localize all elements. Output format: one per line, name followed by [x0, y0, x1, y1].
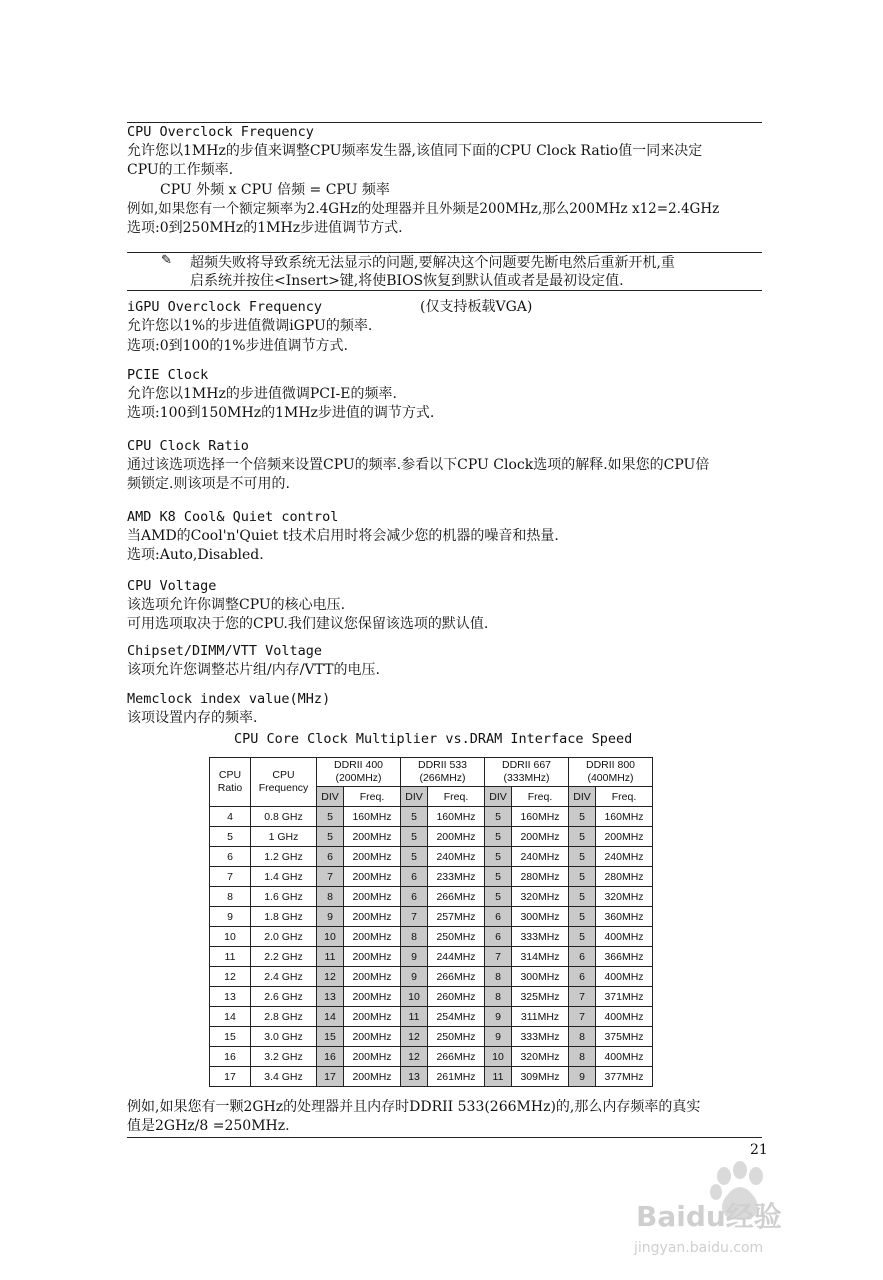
- cell-mem-freq: 200MHz: [344, 987, 401, 1007]
- cell-mem-freq: 240MHz: [596, 847, 653, 867]
- header-ddr2-800: DDRII 800 (400MHz): [569, 758, 653, 787]
- cell-div: 13: [317, 987, 344, 1007]
- cell-mem-freq: 325MHz: [512, 987, 569, 1007]
- cell-ratio: 6: [210, 847, 251, 867]
- cell-div: 7: [569, 1007, 596, 1027]
- cell-div: 5: [485, 807, 512, 827]
- cell-mem-freq: 400MHz: [596, 1007, 653, 1027]
- cell-cpu-frequency: 1 GHz: [251, 827, 317, 847]
- cell-div: 10: [485, 1047, 512, 1067]
- chipset-line1: 该项允许您调整芯片组/内存/VTT的电压.: [127, 662, 380, 678]
- bottom-rule: [127, 1137, 762, 1138]
- cell-mem-freq: 400MHz: [596, 967, 653, 987]
- cell-mem-freq: 200MHz: [344, 847, 401, 867]
- cell-cpu-frequency: 2.4 GHz: [251, 967, 317, 987]
- header-cpu-ratio: CPU Ratio: [210, 758, 251, 807]
- igpu-title: iGPU Overclock Frequency: [127, 299, 323, 315]
- cell-mem-freq: 200MHz: [428, 827, 485, 847]
- table-row: [210, 1067, 653, 1087]
- cell-ratio: 5: [210, 827, 251, 847]
- cell-div: 9: [401, 967, 428, 987]
- cell-div: 5: [485, 827, 512, 847]
- cell-div: 8: [485, 987, 512, 1007]
- vcore-line2: 可用选项取决于您的CPU.我们建议您保留该选项的默认值.: [127, 616, 489, 632]
- memclk-line1: 该项设置内存的频率.: [127, 710, 258, 726]
- cell-ratio: 4: [210, 807, 251, 827]
- table-row: [210, 1027, 653, 1047]
- table-row: [210, 967, 653, 987]
- table-row: [210, 907, 653, 927]
- cell-div: 8: [401, 927, 428, 947]
- cell-mem-freq: 200MHz: [344, 887, 401, 907]
- cell-mem-freq: 320MHz: [512, 1047, 569, 1067]
- vcore-line1: 该选项允许你调整CPU的核心电压.: [127, 597, 346, 613]
- note-line1: 超频失败将导致系统无法显示的问题,要解决这个问题要先断电然后重新开机,重: [190, 255, 675, 271]
- watermark-url: jingyan.baidu.com: [634, 1240, 764, 1256]
- cell-mem-freq: 366MHz: [596, 947, 653, 967]
- cell-cpu-frequency: 0.8 GHz: [251, 807, 317, 827]
- cell-cpu-frequency: 3.2 GHz: [251, 1047, 317, 1067]
- cell-mem-freq: 400MHz: [596, 927, 653, 947]
- cell-div: 6: [569, 967, 596, 987]
- cell-mem-freq: 244MHz: [428, 947, 485, 967]
- cell-mem-freq: 371MHz: [596, 987, 653, 1007]
- cell-mem-freq: 160MHz: [512, 807, 569, 827]
- cell-div: 10: [317, 927, 344, 947]
- cell-mem-freq: 160MHz: [596, 807, 653, 827]
- cell-div: 6: [569, 947, 596, 967]
- cell-mem-freq: 333MHz: [512, 927, 569, 947]
- cell-div: 5: [401, 847, 428, 867]
- cpu-oc-line3: 例如,如果您有一个额定频率为2.4GHz的处理器并且外频是200MHz,那么200MHz x12=2.4GHz: [127, 201, 720, 217]
- cell-div: 16: [317, 1047, 344, 1067]
- cell-div: 12: [401, 1047, 428, 1067]
- cell-div: 5: [569, 907, 596, 927]
- cpu-oc-line2: CPU的工作频率.: [127, 162, 234, 178]
- cell-div: 8: [485, 967, 512, 987]
- cell-div: 5: [569, 887, 596, 907]
- cell-mem-freq: 309MHz: [512, 1067, 569, 1087]
- cell-div: 7: [401, 907, 428, 927]
- cell-mem-freq: 200MHz: [344, 907, 401, 927]
- cell-mem-freq: 200MHz: [344, 827, 401, 847]
- pcie-line2: 选项:100到150MHz的1MHz步进值的调节方式.: [127, 405, 435, 421]
- cell-mem-freq: 400MHz: [596, 1047, 653, 1067]
- cell-mem-freq: 240MHz: [512, 847, 569, 867]
- cell-mem-freq: 160MHz: [344, 807, 401, 827]
- cell-mem-freq: 360MHz: [596, 907, 653, 927]
- cell-div: 5: [401, 827, 428, 847]
- cell-mem-freq: 200MHz: [344, 1067, 401, 1087]
- cell-div: 8: [317, 887, 344, 907]
- header-ddr2-667: DDRII 667 (333MHz): [485, 758, 569, 787]
- cell-div: 5: [401, 807, 428, 827]
- cell-div: 5: [485, 867, 512, 887]
- table-row: [210, 807, 653, 827]
- cell-div: 7: [317, 867, 344, 887]
- freq-header: Freq.: [428, 787, 485, 807]
- cell-div: 11: [485, 1067, 512, 1087]
- cell-div: 11: [317, 947, 344, 967]
- vcore-title: CPU Voltage: [127, 578, 217, 594]
- header-cpu-frequency: CPU Frequency: [251, 758, 317, 807]
- cell-cpu-frequency: 3.0 GHz: [251, 1027, 317, 1047]
- pcie-title: PCIE Clock: [127, 367, 209, 383]
- cell-ratio: 15: [210, 1027, 251, 1047]
- cq-line1: 当AMD的Cool'n'Quiet t技术启用时将会减少您的机器的噪音和热量.: [127, 528, 559, 544]
- cell-div: 5: [317, 807, 344, 827]
- cell-mem-freq: 200MHz: [344, 927, 401, 947]
- ratio-line1: 通过该选项选择一个倍频来设置CPU的频率.参看以下CPU Clock选项的解释.如果您的CPU倍: [127, 457, 710, 473]
- cell-div: 15: [317, 1027, 344, 1047]
- table-row: [210, 1047, 653, 1067]
- cell-mem-freq: 200MHz: [344, 1007, 401, 1027]
- cell-ratio: 7: [210, 867, 251, 887]
- cell-ratio: 17: [210, 1067, 251, 1087]
- cell-mem-freq: 280MHz: [596, 867, 653, 887]
- cell-mem-freq: 257MHz: [428, 907, 485, 927]
- cell-mem-freq: 300MHz: [512, 907, 569, 927]
- cell-div: 5: [317, 827, 344, 847]
- note-box: [127, 253, 762, 289]
- div-header: DIV: [485, 787, 512, 807]
- cell-mem-freq: 375MHz: [596, 1027, 653, 1047]
- cell-div: 10: [401, 987, 428, 1007]
- ratio-title: CPU Clock Ratio: [127, 438, 249, 454]
- table-row: [210, 1007, 653, 1027]
- cell-mem-freq: 320MHz: [596, 887, 653, 907]
- table-row: [210, 887, 653, 907]
- freq-header: Freq.: [512, 787, 569, 807]
- cell-mem-freq: 200MHz: [344, 1027, 401, 1047]
- cell-div: 6: [401, 887, 428, 907]
- cpu-oc-line1: 允许您以1MHz的步值来调整CPU频率发生器,该值同下面的CPU Clock Ratio值一同来决定: [127, 143, 703, 159]
- cell-div: 5: [569, 867, 596, 887]
- cell-mem-freq: 200MHz: [344, 967, 401, 987]
- cell-ratio: 14: [210, 1007, 251, 1027]
- example-line1: 例如,如果您有一颗2GHz的处理器并且内存时DDRII 533(266MHz)的,那么内存频率的真实: [127, 1099, 701, 1115]
- cell-cpu-frequency: 3.4 GHz: [251, 1067, 317, 1087]
- table-row: [210, 947, 653, 967]
- cell-div: 9: [401, 947, 428, 967]
- div-header: DIV: [569, 787, 596, 807]
- cell-div: 9: [485, 1027, 512, 1047]
- cell-div: 9: [485, 1007, 512, 1027]
- cell-mem-freq: 333MHz: [512, 1027, 569, 1047]
- cell-mem-freq: 250MHz: [428, 927, 485, 947]
- note-bottom-rule: [127, 290, 762, 291]
- cell-div: 9: [317, 907, 344, 927]
- cell-cpu-frequency: 2.8 GHz: [251, 1007, 317, 1027]
- cpu-oc-title: CPU Overclock Frequency: [127, 124, 314, 140]
- memclk-title: Memclock index value(MHz): [127, 691, 331, 707]
- cq-title: AMD K8 Cool& Quiet control: [127, 509, 339, 525]
- cell-mem-freq: 240MHz: [428, 847, 485, 867]
- cell-ratio: 10: [210, 927, 251, 947]
- cell-ratio: 12: [210, 967, 251, 987]
- cell-ratio: 9: [210, 907, 251, 927]
- ratio-line2: 频锁定.则该项是不可用的.: [127, 476, 290, 492]
- page-number: 21: [750, 1142, 768, 1158]
- cell-div: 5: [569, 927, 596, 947]
- example-line2: 值是2GHz/8 =250MHz.: [127, 1118, 290, 1134]
- header-ddr2-533: DDRII 533 (266MHz): [401, 758, 485, 787]
- cell-div: 14: [317, 1007, 344, 1027]
- cpu-oc-line4: 选项:0到250MHz的1MHz步进值调节方式.: [127, 220, 403, 236]
- cell-mem-freq: 200MHz: [344, 947, 401, 967]
- cell-div: 5: [569, 827, 596, 847]
- cell-div: 6: [485, 907, 512, 927]
- cell-mem-freq: 260MHz: [428, 987, 485, 1007]
- cell-mem-freq: 200MHz: [344, 1047, 401, 1067]
- cell-div: 12: [401, 1027, 428, 1047]
- cell-ratio: 8: [210, 887, 251, 907]
- cell-cpu-frequency: 2.6 GHz: [251, 987, 317, 1007]
- cell-cpu-frequency: 1.4 GHz: [251, 867, 317, 887]
- div-header: DIV: [317, 787, 344, 807]
- cell-mem-freq: 320MHz: [512, 887, 569, 907]
- cell-cpu-frequency: 2.2 GHz: [251, 947, 317, 967]
- cell-div: 11: [401, 1007, 428, 1027]
- cell-cpu-frequency: 1.2 GHz: [251, 847, 317, 867]
- cell-mem-freq: 254MHz: [428, 1007, 485, 1027]
- cell-div: 5: [485, 887, 512, 907]
- header-ddr2-400: DDRII 400 (200MHz): [317, 758, 401, 787]
- cell-div: 8: [569, 1027, 596, 1047]
- pen-icon: ✎: [161, 253, 172, 268]
- cell-ratio: 11: [210, 947, 251, 967]
- table-row: [210, 847, 653, 867]
- cq-line2: 选项:Auto,Disabled.: [127, 547, 264, 563]
- cell-mem-freq: 200MHz: [512, 827, 569, 847]
- cell-mem-freq: 266MHz: [428, 1047, 485, 1067]
- cell-mem-freq: 280MHz: [512, 867, 569, 887]
- cell-ratio: 16: [210, 1047, 251, 1067]
- freq-header: Freq.: [344, 787, 401, 807]
- cell-div: 13: [401, 1067, 428, 1087]
- cell-div: 6: [401, 867, 428, 887]
- cell-div: 6: [317, 847, 344, 867]
- cell-mem-freq: 266MHz: [428, 967, 485, 987]
- cell-div: 9: [569, 1067, 596, 1087]
- div-header: DIV: [401, 787, 428, 807]
- cell-mem-freq: 314MHz: [512, 947, 569, 967]
- cell-mem-freq: 250MHz: [428, 1027, 485, 1047]
- igpu-line1: 允许您以1%的步进值微调iGPU的频率.: [127, 318, 373, 334]
- igpu-tag: (仅支持板载VGA): [420, 299, 533, 315]
- cell-mem-freq: 200MHz: [344, 867, 401, 887]
- cell-mem-freq: 200MHz: [596, 827, 653, 847]
- cell-div: 5: [569, 807, 596, 827]
- cell-cpu-frequency: 1.6 GHz: [251, 887, 317, 907]
- note-line2: 启系统并按住<Insert>键,将使BIOS恢复到默认值或者是最初设定值.: [190, 273, 624, 289]
- cell-cpu-frequency: 1.8 GHz: [251, 907, 317, 927]
- cell-cpu-frequency: 2.0 GHz: [251, 927, 317, 947]
- cell-div: 6: [485, 927, 512, 947]
- cell-mem-freq: 266MHz: [428, 887, 485, 907]
- cell-div: 7: [569, 987, 596, 1007]
- cell-mem-freq: 261MHz: [428, 1067, 485, 1087]
- clock-table: [209, 757, 653, 1087]
- cell-mem-freq: 300MHz: [512, 967, 569, 987]
- cell-mem-freq: 377MHz: [596, 1067, 653, 1087]
- igpu-line2: 选项:0到100的1%步进值调节方式.: [127, 338, 349, 354]
- cell-ratio: 13: [210, 987, 251, 1007]
- cell-div: 17: [317, 1067, 344, 1087]
- cell-mem-freq: 311MHz: [512, 1007, 569, 1027]
- table-row: [210, 827, 653, 847]
- cell-div: 7: [485, 947, 512, 967]
- watermark-brand: Baidu经验: [636, 1200, 782, 1233]
- cell-div: 8: [569, 1047, 596, 1067]
- cell-div: 12: [317, 967, 344, 987]
- cell-mem-freq: 233MHz: [428, 867, 485, 887]
- cell-mem-freq: 160MHz: [428, 807, 485, 827]
- cell-div: 5: [569, 847, 596, 867]
- cell-div: 5: [485, 847, 512, 867]
- table-caption: CPU Core Clock Multiplier vs.DRAM Interface Speed: [234, 731, 633, 747]
- table-row: [210, 927, 653, 947]
- freq-header: Freq.: [596, 787, 653, 807]
- pcie-line1: 允许您以1MHz的步进值微调PCI-E的频率.: [127, 386, 397, 402]
- chipset-title: Chipset/DIMM/VTT Voltage: [127, 643, 323, 659]
- cpu-oc-formula: CPU 外频 x CPU 倍频 = CPU 频率: [160, 182, 390, 198]
- baidu-watermark-logo: [632, 1150, 792, 1260]
- table-row: [210, 867, 653, 887]
- table-row: [210, 987, 653, 1007]
- table-body: [210, 807, 653, 1087]
